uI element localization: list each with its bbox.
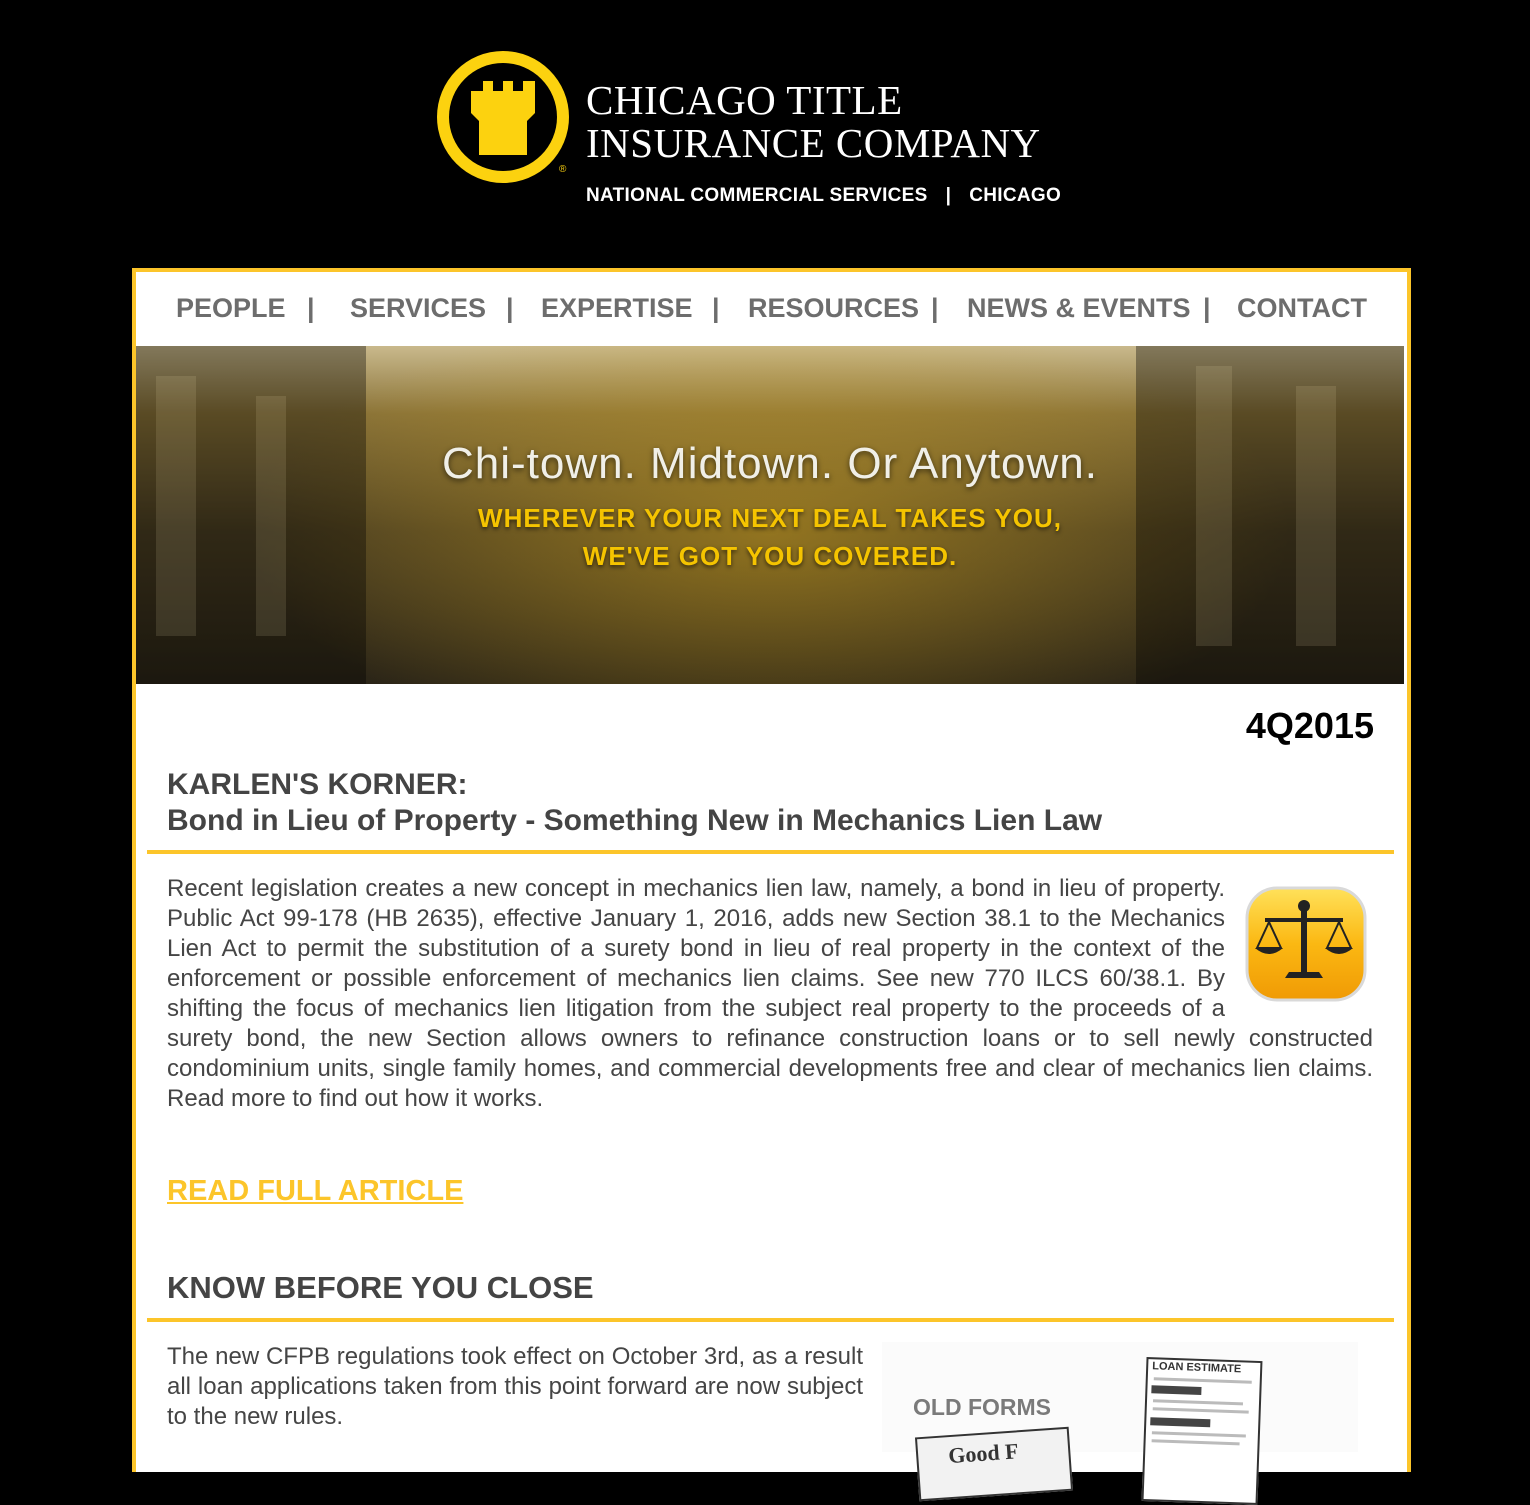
content-frame bbox=[132, 268, 1411, 1472]
nav-item-services[interactable]: SERVICES bbox=[350, 293, 487, 323]
castle-tower-icon[interactable] bbox=[437, 51, 569, 183]
section-divider bbox=[147, 1318, 1394, 1322]
doc-line bbox=[1153, 1399, 1243, 1405]
brand-line1: CHICAGO TITLE bbox=[586, 77, 903, 123]
nav-separator: | bbox=[931, 293, 939, 323]
doc-band bbox=[1150, 1417, 1210, 1427]
nav-separator: | bbox=[1203, 293, 1211, 323]
brand-subline bbox=[586, 184, 1061, 208]
article-body bbox=[167, 874, 1373, 1114]
header bbox=[0, 0, 1530, 268]
loan-estimate-title: LOAN ESTIMATE bbox=[1152, 1360, 1242, 1376]
nav-separator: | bbox=[712, 293, 720, 323]
old-forms-label: OLD FORMS bbox=[913, 1394, 1051, 1420]
nav-item-people[interactable]: PEOPLE bbox=[176, 293, 286, 323]
hero-headline: Chi-town. Midtown. Or Anytown. bbox=[441, 439, 1098, 488]
brand-division: NATIONAL COMMERCIAL SERVICES bbox=[586, 185, 928, 206]
section-divider bbox=[147, 850, 1394, 854]
hero-subline-2: WE'VE GOT YOU COVERED. bbox=[582, 541, 958, 571]
hero-subline-1: WHEREVER YOUR NEXT DEAL TAKES YOU, bbox=[478, 503, 1062, 533]
nav-item-news-events[interactable]: NEWS & EVENTS bbox=[967, 293, 1191, 323]
section-body: The new CFPB regulations took effect on October 3rd, as a result all loan applications taken from this point forward are now subject to the new rules. bbox=[167, 1343, 863, 1430]
nav-separator: | bbox=[307, 293, 315, 323]
article-kicker: KARLEN'S KORNER: bbox=[167, 768, 468, 801]
doc-band bbox=[1151, 1385, 1201, 1395]
main-nav bbox=[136, 272, 1407, 346]
nav-item-resources[interactable]: RESOURCES bbox=[748, 293, 920, 323]
hero-banner[interactable] bbox=[136, 346, 1404, 684]
read-full-article-link[interactable]: READ FULL ARTICLE bbox=[167, 1175, 464, 1207]
brand-city: CHICAGO bbox=[969, 185, 1062, 206]
nav-item-expertise[interactable]: EXPERTISE bbox=[541, 293, 693, 323]
brand-line2: INSURANCE COMPANY bbox=[586, 120, 1041, 166]
forms-illustration bbox=[882, 1342, 1358, 1469]
scales-of-justice-icon bbox=[1243, 884, 1373, 1012]
doc-line bbox=[1153, 1407, 1249, 1413]
nav-item-contact[interactable]: CONTACT bbox=[1237, 293, 1367, 323]
section-title: KNOW BEFORE YOU CLOSE bbox=[167, 1270, 594, 1305]
doc-line bbox=[1154, 1377, 1252, 1383]
old-form-document bbox=[915, 1427, 1073, 1502]
loan-estimate-document bbox=[1142, 1357, 1263, 1505]
article-body-text: Recent legislation creates a new concept in mechanics lien law, namely, a bond in lieu of property. Public Act 99-178 (HB 2635), effective January 1, 2016, adds new Section 38.1 to the Mechanics Lien Act to permit the substitution of a surety bond in lieu of real property in the context of the enforcement or possible enforcement of mechanics lien claims. See new 770 ILCS 60/38.1. By shifting the focus of mechanics lien litigation from the subject real property to the proceeds of a surety bond, the new Section allows owners to refinance construction loans or to sell newly constructed condominium units, single family homes, and commercial developments free and clear of mechanics lien claims. Read more to find out how it works. bbox=[167, 875, 1373, 1112]
doc-line bbox=[1152, 1431, 1246, 1437]
article-title: Bond in Lieu of Property - Something New in Mechanics Lien Law bbox=[167, 804, 1103, 837]
registered-mark: ® bbox=[559, 164, 567, 175]
old-form-text: Good F bbox=[947, 1438, 1020, 1469]
brand-separator: | bbox=[945, 185, 952, 206]
doc-line bbox=[1152, 1439, 1240, 1445]
issue-label: 4Q2015 bbox=[1245, 705, 1374, 746]
nav-separator: | bbox=[506, 293, 514, 323]
